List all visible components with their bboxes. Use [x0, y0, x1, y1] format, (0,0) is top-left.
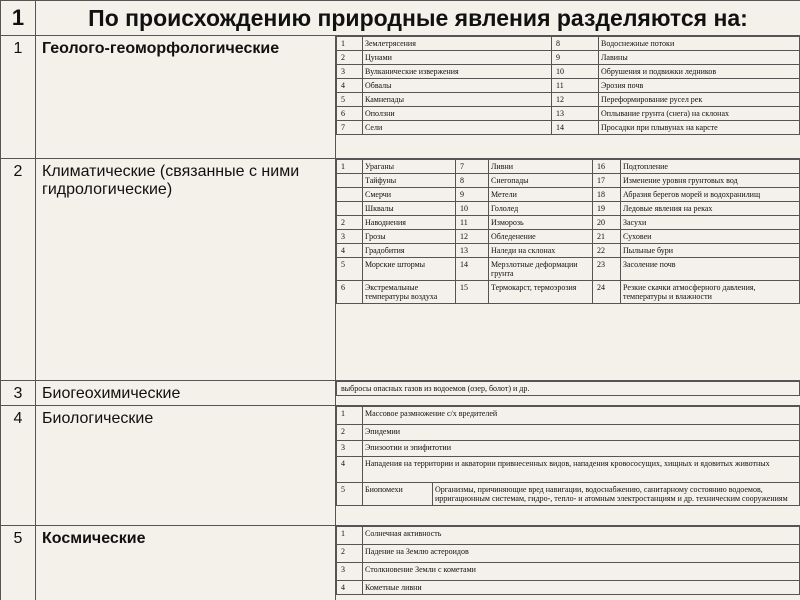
cosmic-item: Столкновение Земли с кометами	[363, 563, 800, 581]
bio-num: 5	[337, 483, 363, 506]
geo-item: Обвалы	[363, 79, 552, 93]
cosmic-item: Солнечная активность	[363, 527, 800, 545]
clim-item: Морские штормы	[363, 258, 456, 281]
geo-num: 13	[552, 107, 599, 121]
clim-num: 13	[456, 244, 489, 258]
clim-num: 18	[593, 188, 621, 202]
bio-item: Эпизоотии и эпифитотии	[363, 441, 800, 457]
geo-item: Землетрясения	[363, 37, 552, 51]
clim-num: 5	[337, 258, 363, 281]
clim-num: 21	[593, 230, 621, 244]
geo-item: Цунами	[363, 51, 552, 65]
bio-item: Нападения на территории и акватории привнесенных видов, нападения кровососущих, хищных и ядовитых животных	[363, 457, 800, 483]
geo-num: 10	[552, 65, 599, 79]
header-number: 1	[1, 1, 36, 36]
geo-item: Водоснежные потоки	[599, 37, 800, 51]
clim-item: Ливни	[489, 160, 593, 174]
clim-item: Резкие скачки атмосферного давления, температуры и влажности	[621, 281, 800, 304]
cosmic-num: 4	[337, 581, 363, 595]
geo-num: 5	[337, 93, 363, 107]
clim-item: Суховеи	[621, 230, 800, 244]
category-number-bio: 4	[1, 406, 36, 526]
biogeo-text: выбросы опасных газов из водоемов (озер, болот) и др.	[337, 382, 800, 396]
clim-item: Мерзлотные деформации грунта	[489, 258, 593, 281]
bio-num: 3	[337, 441, 363, 457]
clim-item: Подтопление	[621, 160, 800, 174]
clim-num: 7	[456, 160, 489, 174]
clim-item: Изморозь	[489, 216, 593, 230]
clim-num: 12	[456, 230, 489, 244]
geo-table	[336, 36, 800, 135]
geo-item: Переформирование русел рек	[599, 93, 800, 107]
clim-num	[337, 174, 363, 188]
category-name-geo: Геолого-геоморфологические	[36, 36, 336, 159]
clim-item: Изменение уровня грунтовых вод	[621, 174, 800, 188]
cosmic-num: 2	[337, 545, 363, 563]
geo-num: 2	[337, 51, 363, 65]
bio-cell	[336, 406, 800, 526]
geo-cell	[336, 36, 800, 159]
clim-num: 4	[337, 244, 363, 258]
biogeo-cell	[336, 381, 800, 406]
geo-item: Оползни	[363, 107, 552, 121]
cosmic-item: Кометные ливни	[363, 581, 800, 595]
clim-item: Экстремальные температуры воздуха	[363, 281, 456, 304]
geo-item: Лавины	[599, 51, 800, 65]
bio-num: 1	[337, 407, 363, 425]
clim-item: Наводнения	[363, 216, 456, 230]
geo-num: 1	[337, 37, 363, 51]
clim-num: 19	[593, 202, 621, 216]
geo-item: Сели	[363, 121, 552, 135]
bio-table	[336, 406, 800, 506]
clim-num: 17	[593, 174, 621, 188]
clim-item: Абразия берегов морей и водохранилищ	[621, 188, 800, 202]
clim-num: 16	[593, 160, 621, 174]
clim-num	[337, 202, 363, 216]
clim-item: Обледенение	[489, 230, 593, 244]
clim-item: Ледовые явления на реках	[621, 202, 800, 216]
clim-num: 9	[456, 188, 489, 202]
category-name-bio: Биологические	[36, 406, 336, 526]
geo-num: 7	[337, 121, 363, 135]
geo-num: 3	[337, 65, 363, 79]
clim-item: Наледи на склонах	[489, 244, 593, 258]
geo-item: Обрушения и подвижки ледников	[599, 65, 800, 79]
biogeo-table	[336, 381, 800, 396]
bio-num: 2	[337, 425, 363, 441]
cosmic-item: Падение на Землю астероидов	[363, 545, 800, 563]
clim-item: Метели	[489, 188, 593, 202]
bio-item: Эпидемии	[363, 425, 800, 441]
clim-item: Смерчи	[363, 188, 456, 202]
geo-item: Эрозия почв	[599, 79, 800, 93]
clim-item: Тайфуны	[363, 174, 456, 188]
page-title: По происхождению природные явления разделяются на:	[36, 1, 800, 36]
geo-item: Оплывание грунта (снега) на склонах	[599, 107, 800, 121]
geo-num: 12	[552, 93, 599, 107]
cosmic-num: 3	[337, 563, 363, 581]
clim-num: 20	[593, 216, 621, 230]
category-number-geo: 1	[1, 36, 36, 159]
clim-num: 8	[456, 174, 489, 188]
clim-num: 2	[337, 216, 363, 230]
clim-item: Снегопады	[489, 174, 593, 188]
category-number-cosmic: 5	[1, 526, 36, 600]
category-name-cosmic: Космические	[36, 526, 336, 600]
clim-num: 3	[337, 230, 363, 244]
geo-num: 8	[552, 37, 599, 51]
clim-item: Ураганы	[363, 160, 456, 174]
clim-num: 24	[593, 281, 621, 304]
clim-item: Гололед	[489, 202, 593, 216]
category-name-clim: Климатические (связанные с ними гидрологические)	[36, 159, 336, 381]
geo-item: Вулканические извержения	[363, 65, 552, 79]
clim-item: Градобития	[363, 244, 456, 258]
bio-num: 4	[337, 457, 363, 483]
clim-cell	[336, 159, 800, 381]
cosmic-table	[336, 526, 800, 595]
clim-item: Засухи	[621, 216, 800, 230]
clim-item: Термокарст, термоэрозия	[489, 281, 593, 304]
geo-item: Камнепады	[363, 93, 552, 107]
clim-num: 23	[593, 258, 621, 281]
clim-num: 15	[456, 281, 489, 304]
clim-table	[336, 159, 800, 304]
clim-num: 6	[337, 281, 363, 304]
cosmic-num: 1	[337, 527, 363, 545]
category-number-clim: 2	[1, 159, 36, 381]
clim-num: 1	[337, 160, 363, 174]
geo-num: 4	[337, 79, 363, 93]
clim-item: Засоление почв	[621, 258, 800, 281]
cosmic-cell	[336, 526, 800, 600]
clim-item: Пыльные бури	[621, 244, 800, 258]
clim-num: 22	[593, 244, 621, 258]
geo-num: 9	[552, 51, 599, 65]
geo-num: 6	[337, 107, 363, 121]
clim-num: 10	[456, 202, 489, 216]
bio-item-text: Организмы, причиняющие вред навигации, водоснабжению, санитарному состоянию водоемов, ирригационным системам, гидро-, тепло- и атомным электростанциям и др. техническим сооружениям	[433, 483, 800, 506]
clim-num	[337, 188, 363, 202]
clim-num: 11	[456, 216, 489, 230]
category-name-biogeo: Биогеохимические	[36, 381, 336, 406]
clim-item: Шквалы	[363, 202, 456, 216]
category-number-biogeo: 3	[1, 381, 36, 406]
bio-item-label: Биопомехи	[363, 483, 433, 506]
geo-num: 14	[552, 121, 599, 135]
geo-item: Просадки при плывунах на карсте	[599, 121, 800, 135]
bio-item: Массовое размножение с/х вредителей	[363, 407, 800, 425]
clim-num: 14	[456, 258, 489, 281]
geo-num: 11	[552, 79, 599, 93]
clim-item: Грозы	[363, 230, 456, 244]
